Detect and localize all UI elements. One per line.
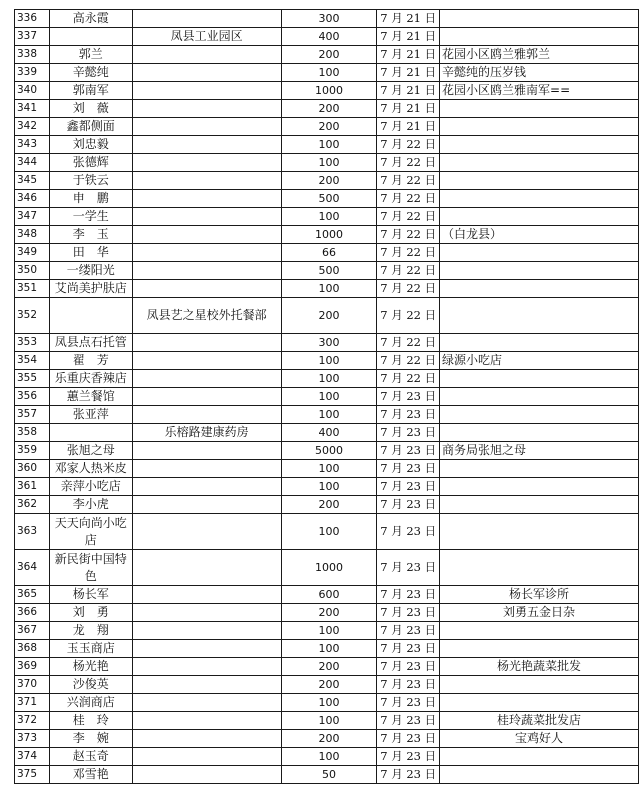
donor-name: 杨光艳 — [49, 658, 132, 676]
row-number: 338 — [15, 46, 50, 64]
donation-note — [440, 622, 639, 640]
donor-name: 翟 芳 — [49, 352, 132, 370]
donation-amount: 200 — [281, 298, 377, 334]
row-number: 340 — [15, 82, 50, 100]
donation-note — [440, 172, 639, 190]
donor-unit — [132, 352, 281, 370]
donor-unit — [132, 136, 281, 154]
donation-date: 7 月 23 日 — [377, 748, 440, 766]
donation-date: 7 月 23 日 — [377, 694, 440, 712]
table-row — [15, 442, 639, 460]
donor-name: 杨长军 — [49, 586, 132, 604]
donation-amount: 5000 — [281, 442, 377, 460]
donor-unit — [132, 262, 281, 280]
donor-name: 玉玉商店 — [49, 640, 132, 658]
table-row — [15, 334, 639, 352]
donation-date: 7 月 23 日 — [377, 424, 440, 442]
donation-amount: 100 — [281, 370, 377, 388]
donor-unit — [132, 586, 281, 604]
donation-amount: 300 — [281, 334, 377, 352]
donor-name: 于铁云 — [49, 172, 132, 190]
donor-unit — [132, 244, 281, 262]
donor-name: 李小虎 — [49, 496, 132, 514]
donation-amount: 200 — [281, 100, 377, 118]
donation-amount: 500 — [281, 190, 377, 208]
donor-name — [49, 28, 132, 46]
donor-unit — [132, 82, 281, 100]
donation-amount: 100 — [281, 694, 377, 712]
donor-unit — [132, 676, 281, 694]
donor-name: 邓雪艳 — [49, 766, 132, 784]
table-row — [15, 478, 639, 496]
donation-amount: 100 — [281, 154, 377, 172]
donation-date: 7 月 22 日 — [377, 262, 440, 280]
table-row — [15, 712, 639, 730]
donation-amount: 600 — [281, 586, 377, 604]
donor-unit: 凤县艺之星校外托餐部 — [132, 298, 281, 334]
donation-note — [440, 514, 639, 550]
donor-name: 张旭之母 — [49, 442, 132, 460]
row-number: 370 — [15, 676, 50, 694]
donation-amount: 100 — [281, 352, 377, 370]
donor-unit — [132, 406, 281, 424]
donation-date: 7 月 21 日 — [377, 28, 440, 46]
donation-date: 7 月 22 日 — [377, 280, 440, 298]
donation-amount: 100 — [281, 460, 377, 478]
donation-amount: 200 — [281, 496, 377, 514]
donation-note: 杨光艳蔬菜批发 — [440, 658, 639, 676]
row-number: 366 — [15, 604, 50, 622]
donor-name: 李 玉 — [49, 226, 132, 244]
row-number: 359 — [15, 442, 50, 460]
row-number: 350 — [15, 262, 50, 280]
donation-date: 7 月 22 日 — [377, 226, 440, 244]
donation-amount: 100 — [281, 712, 377, 730]
donation-note: （白龙县） — [440, 226, 639, 244]
donor-name: 田 华 — [49, 244, 132, 262]
donor-name: 辛懿纯 — [49, 64, 132, 82]
donor-name: 一学生 — [49, 208, 132, 226]
donor-name: 天天向尚小吃店 — [49, 514, 132, 550]
donation-amount: 100 — [281, 514, 377, 550]
table-row — [15, 298, 639, 334]
row-number: 344 — [15, 154, 50, 172]
donation-date: 7 月 21 日 — [377, 10, 440, 28]
donor-name: 新民街中国特色 — [49, 550, 132, 586]
row-number: 352 — [15, 298, 50, 334]
row-number: 337 — [15, 28, 50, 46]
donation-amount: 100 — [281, 622, 377, 640]
donor-unit — [132, 694, 281, 712]
donation-date: 7 月 22 日 — [377, 154, 440, 172]
donor-unit — [132, 46, 281, 64]
row-number: 361 — [15, 478, 50, 496]
donation-table — [14, 9, 639, 784]
donation-amount: 200 — [281, 658, 377, 676]
donor-unit — [132, 118, 281, 136]
donation-note: 辛懿纯的压岁钱 — [440, 64, 639, 82]
donation-note — [440, 460, 639, 478]
donor-name: 乐重庆香辣店 — [49, 370, 132, 388]
donation-date: 7 月 23 日 — [377, 622, 440, 640]
donation-date: 7 月 23 日 — [377, 658, 440, 676]
donation-note: 商务局张旭之母 — [440, 442, 639, 460]
donor-unit — [132, 478, 281, 496]
row-number: 339 — [15, 64, 50, 82]
table-row — [15, 244, 639, 262]
donation-date: 7 月 23 日 — [377, 550, 440, 586]
table-row — [15, 280, 639, 298]
donor-name: 刘忠毅 — [49, 136, 132, 154]
donor-name: 张亚萍 — [49, 406, 132, 424]
donor-name: 张德辉 — [49, 154, 132, 172]
donor-unit — [132, 748, 281, 766]
donor-unit — [132, 442, 281, 460]
donation-amount: 200 — [281, 46, 377, 64]
row-number: 373 — [15, 730, 50, 748]
donation-amount: 100 — [281, 208, 377, 226]
donation-date: 7 月 23 日 — [377, 406, 440, 424]
table-row — [15, 154, 639, 172]
donor-unit — [132, 370, 281, 388]
donation-note — [440, 208, 639, 226]
donor-name: 龙 翔 — [49, 622, 132, 640]
table-row — [15, 730, 639, 748]
donation-note — [440, 388, 639, 406]
table-row — [15, 190, 639, 208]
donation-note: 桂玲蔬菜批发店 — [440, 712, 639, 730]
donation-note — [440, 100, 639, 118]
donor-name: 亲萍小吃店 — [49, 478, 132, 496]
row-number: 355 — [15, 370, 50, 388]
donation-date: 7 月 23 日 — [377, 478, 440, 496]
donation-note: 杨长军诊所 — [440, 586, 639, 604]
donor-unit — [132, 712, 281, 730]
donation-note — [440, 244, 639, 262]
donation-amount: 200 — [281, 172, 377, 190]
donor-unit — [132, 280, 281, 298]
donation-note: 花园小区鸥兰雅郭兰 — [440, 46, 639, 64]
donation-note — [440, 748, 639, 766]
table-row — [15, 586, 639, 604]
donation-note — [440, 334, 639, 352]
row-number: 351 — [15, 280, 50, 298]
donor-unit — [132, 190, 281, 208]
table-row — [15, 424, 639, 442]
row-number: 336 — [15, 10, 50, 28]
row-number: 364 — [15, 550, 50, 586]
donor-name: 邓家人热米皮 — [49, 460, 132, 478]
donor-unit — [132, 622, 281, 640]
donor-unit — [132, 460, 281, 478]
donor-name: 蕙兰餐馆 — [49, 388, 132, 406]
donation-note — [440, 406, 639, 424]
donation-amount: 200 — [281, 604, 377, 622]
donation-date: 7 月 23 日 — [377, 712, 440, 730]
donor-name: 申 鹏 — [49, 190, 132, 208]
donation-note — [440, 694, 639, 712]
donor-unit — [132, 640, 281, 658]
table-row — [15, 640, 639, 658]
donation-note: 刘勇五金日杂 — [440, 604, 639, 622]
row-number: 362 — [15, 496, 50, 514]
donation-note — [440, 10, 639, 28]
donation-amount: 200 — [281, 118, 377, 136]
donation-date: 7 月 22 日 — [377, 298, 440, 334]
donor-unit — [132, 172, 281, 190]
table-row — [15, 100, 639, 118]
donation-note — [440, 424, 639, 442]
table-row — [15, 622, 639, 640]
row-number: 342 — [15, 118, 50, 136]
donation-note — [440, 154, 639, 172]
donation-note — [440, 478, 639, 496]
donation-date: 7 月 21 日 — [377, 100, 440, 118]
donation-date: 7 月 21 日 — [377, 118, 440, 136]
donor-unit — [132, 766, 281, 784]
row-number: 348 — [15, 226, 50, 244]
table-row — [15, 262, 639, 280]
donation-amount: 66 — [281, 244, 377, 262]
donation-note — [440, 640, 639, 658]
table-row — [15, 208, 639, 226]
donor-name — [49, 424, 132, 442]
row-number: 374 — [15, 748, 50, 766]
row-number: 371 — [15, 694, 50, 712]
donation-note — [440, 262, 639, 280]
donation-note — [440, 370, 639, 388]
row-number: 357 — [15, 406, 50, 424]
table-row — [15, 370, 639, 388]
donor-unit — [132, 226, 281, 244]
row-number: 356 — [15, 388, 50, 406]
donation-date: 7 月 23 日 — [377, 640, 440, 658]
row-number: 375 — [15, 766, 50, 784]
donation-note — [440, 766, 639, 784]
table-row — [15, 514, 639, 550]
donation-amount: 100 — [281, 478, 377, 496]
donation-date: 7 月 22 日 — [377, 172, 440, 190]
donation-date: 7 月 22 日 — [377, 136, 440, 154]
table-row — [15, 766, 639, 784]
row-number: 341 — [15, 100, 50, 118]
donor-unit — [132, 496, 281, 514]
table-row — [15, 388, 639, 406]
donation-note: 花园小区鸥兰雅南军== — [440, 82, 639, 100]
donation-note — [440, 676, 639, 694]
donation-amount: 200 — [281, 676, 377, 694]
row-number: 349 — [15, 244, 50, 262]
donation-amount: 500 — [281, 262, 377, 280]
donor-unit: 凤县工业园区 — [132, 28, 281, 46]
donor-unit — [132, 658, 281, 676]
donation-amount: 400 — [281, 28, 377, 46]
table-row — [15, 658, 639, 676]
donation-note — [440, 118, 639, 136]
donation-amount: 200 — [281, 730, 377, 748]
donation-date: 7 月 21 日 — [377, 64, 440, 82]
table-row — [15, 694, 639, 712]
donor-unit — [132, 208, 281, 226]
donation-note — [440, 190, 639, 208]
donor-unit — [132, 388, 281, 406]
table-row — [15, 352, 639, 370]
donor-unit — [132, 334, 281, 352]
donation-amount: 100 — [281, 136, 377, 154]
donor-unit: 乐榕路建康药房 — [132, 424, 281, 442]
donor-unit — [132, 604, 281, 622]
row-number: 358 — [15, 424, 50, 442]
donation-note — [440, 136, 639, 154]
donation-date: 7 月 23 日 — [377, 388, 440, 406]
row-number: 369 — [15, 658, 50, 676]
donor-unit — [132, 64, 281, 82]
donation-note — [440, 28, 639, 46]
row-number: 353 — [15, 334, 50, 352]
donation-amount: 100 — [281, 748, 377, 766]
donation-date: 7 月 23 日 — [377, 586, 440, 604]
donor-name: 郭兰 — [49, 46, 132, 64]
donor-name: 凤县点石托管 — [49, 334, 132, 352]
donation-date: 7 月 22 日 — [377, 370, 440, 388]
table-row — [15, 82, 639, 100]
table-row — [15, 64, 639, 82]
table-row — [15, 226, 639, 244]
row-number: 360 — [15, 460, 50, 478]
donation-date: 7 月 23 日 — [377, 604, 440, 622]
donor-name: 沙俊英 — [49, 676, 132, 694]
table-body — [15, 10, 639, 784]
donation-note: 宝鸡好人 — [440, 730, 639, 748]
table-row — [15, 604, 639, 622]
donation-date: 7 月 23 日 — [377, 442, 440, 460]
donation-date: 7 月 23 日 — [377, 676, 440, 694]
donor-name: 艾尚美护肤店 — [49, 280, 132, 298]
donor-name: 郭南军 — [49, 82, 132, 100]
row-number: 368 — [15, 640, 50, 658]
donor-name: 兴润商店 — [49, 694, 132, 712]
donor-name — [49, 298, 132, 334]
table-row — [15, 46, 639, 64]
table-row — [15, 10, 639, 28]
donor-name: 高永霞 — [49, 10, 132, 28]
donor-name: 桂 玲 — [49, 712, 132, 730]
table-row — [15, 460, 639, 478]
row-number: 343 — [15, 136, 50, 154]
donation-amount: 100 — [281, 388, 377, 406]
donation-amount: 100 — [281, 280, 377, 298]
donor-unit — [132, 514, 281, 550]
donation-date: 7 月 22 日 — [377, 244, 440, 262]
donation-amount: 100 — [281, 64, 377, 82]
donor-unit — [132, 550, 281, 586]
table-row — [15, 748, 639, 766]
donation-date: 7 月 23 日 — [377, 460, 440, 478]
table-row — [15, 550, 639, 586]
donation-date: 7 月 23 日 — [377, 766, 440, 784]
row-number: 365 — [15, 586, 50, 604]
donation-amount: 100 — [281, 406, 377, 424]
donation-amount: 100 — [281, 640, 377, 658]
table-row — [15, 136, 639, 154]
donation-note — [440, 550, 639, 586]
table-row — [15, 28, 639, 46]
donation-note: 绿源小吃店 — [440, 352, 639, 370]
donor-unit — [132, 100, 281, 118]
donation-date: 7 月 23 日 — [377, 514, 440, 550]
donor-unit — [132, 154, 281, 172]
donor-name: 李 婉 — [49, 730, 132, 748]
donor-unit — [132, 730, 281, 748]
donation-note — [440, 496, 639, 514]
donation-date: 7 月 22 日 — [377, 190, 440, 208]
donor-name: 刘 薇 — [49, 100, 132, 118]
donation-amount: 300 — [281, 10, 377, 28]
donation-note — [440, 280, 639, 298]
donation-date: 7 月 21 日 — [377, 46, 440, 64]
donation-date: 7 月 22 日 — [377, 352, 440, 370]
row-number: 354 — [15, 352, 50, 370]
donation-amount: 1000 — [281, 550, 377, 586]
donor-unit — [132, 10, 281, 28]
donation-date: 7 月 23 日 — [377, 496, 440, 514]
donor-name: 一缕阳光 — [49, 262, 132, 280]
row-number: 346 — [15, 190, 50, 208]
table-row — [15, 676, 639, 694]
row-number: 363 — [15, 514, 50, 550]
donation-amount: 1000 — [281, 226, 377, 244]
table-row — [15, 172, 639, 190]
donor-name: 刘 勇 — [49, 604, 132, 622]
table-row — [15, 496, 639, 514]
donation-date: 7 月 22 日 — [377, 334, 440, 352]
row-number: 345 — [15, 172, 50, 190]
donation-amount: 1000 — [281, 82, 377, 100]
donation-amount: 400 — [281, 424, 377, 442]
row-number: 367 — [15, 622, 50, 640]
donation-date: 7 月 21 日 — [377, 82, 440, 100]
table-row — [15, 406, 639, 424]
donation-date: 7 月 22 日 — [377, 208, 440, 226]
table-row — [15, 118, 639, 136]
row-number: 347 — [15, 208, 50, 226]
donor-name: 赵玉奇 — [49, 748, 132, 766]
donation-amount: 50 — [281, 766, 377, 784]
donation-note — [440, 298, 639, 334]
row-number: 372 — [15, 712, 50, 730]
donor-name: 鑫都侧面 — [49, 118, 132, 136]
donation-date: 7 月 23 日 — [377, 730, 440, 748]
